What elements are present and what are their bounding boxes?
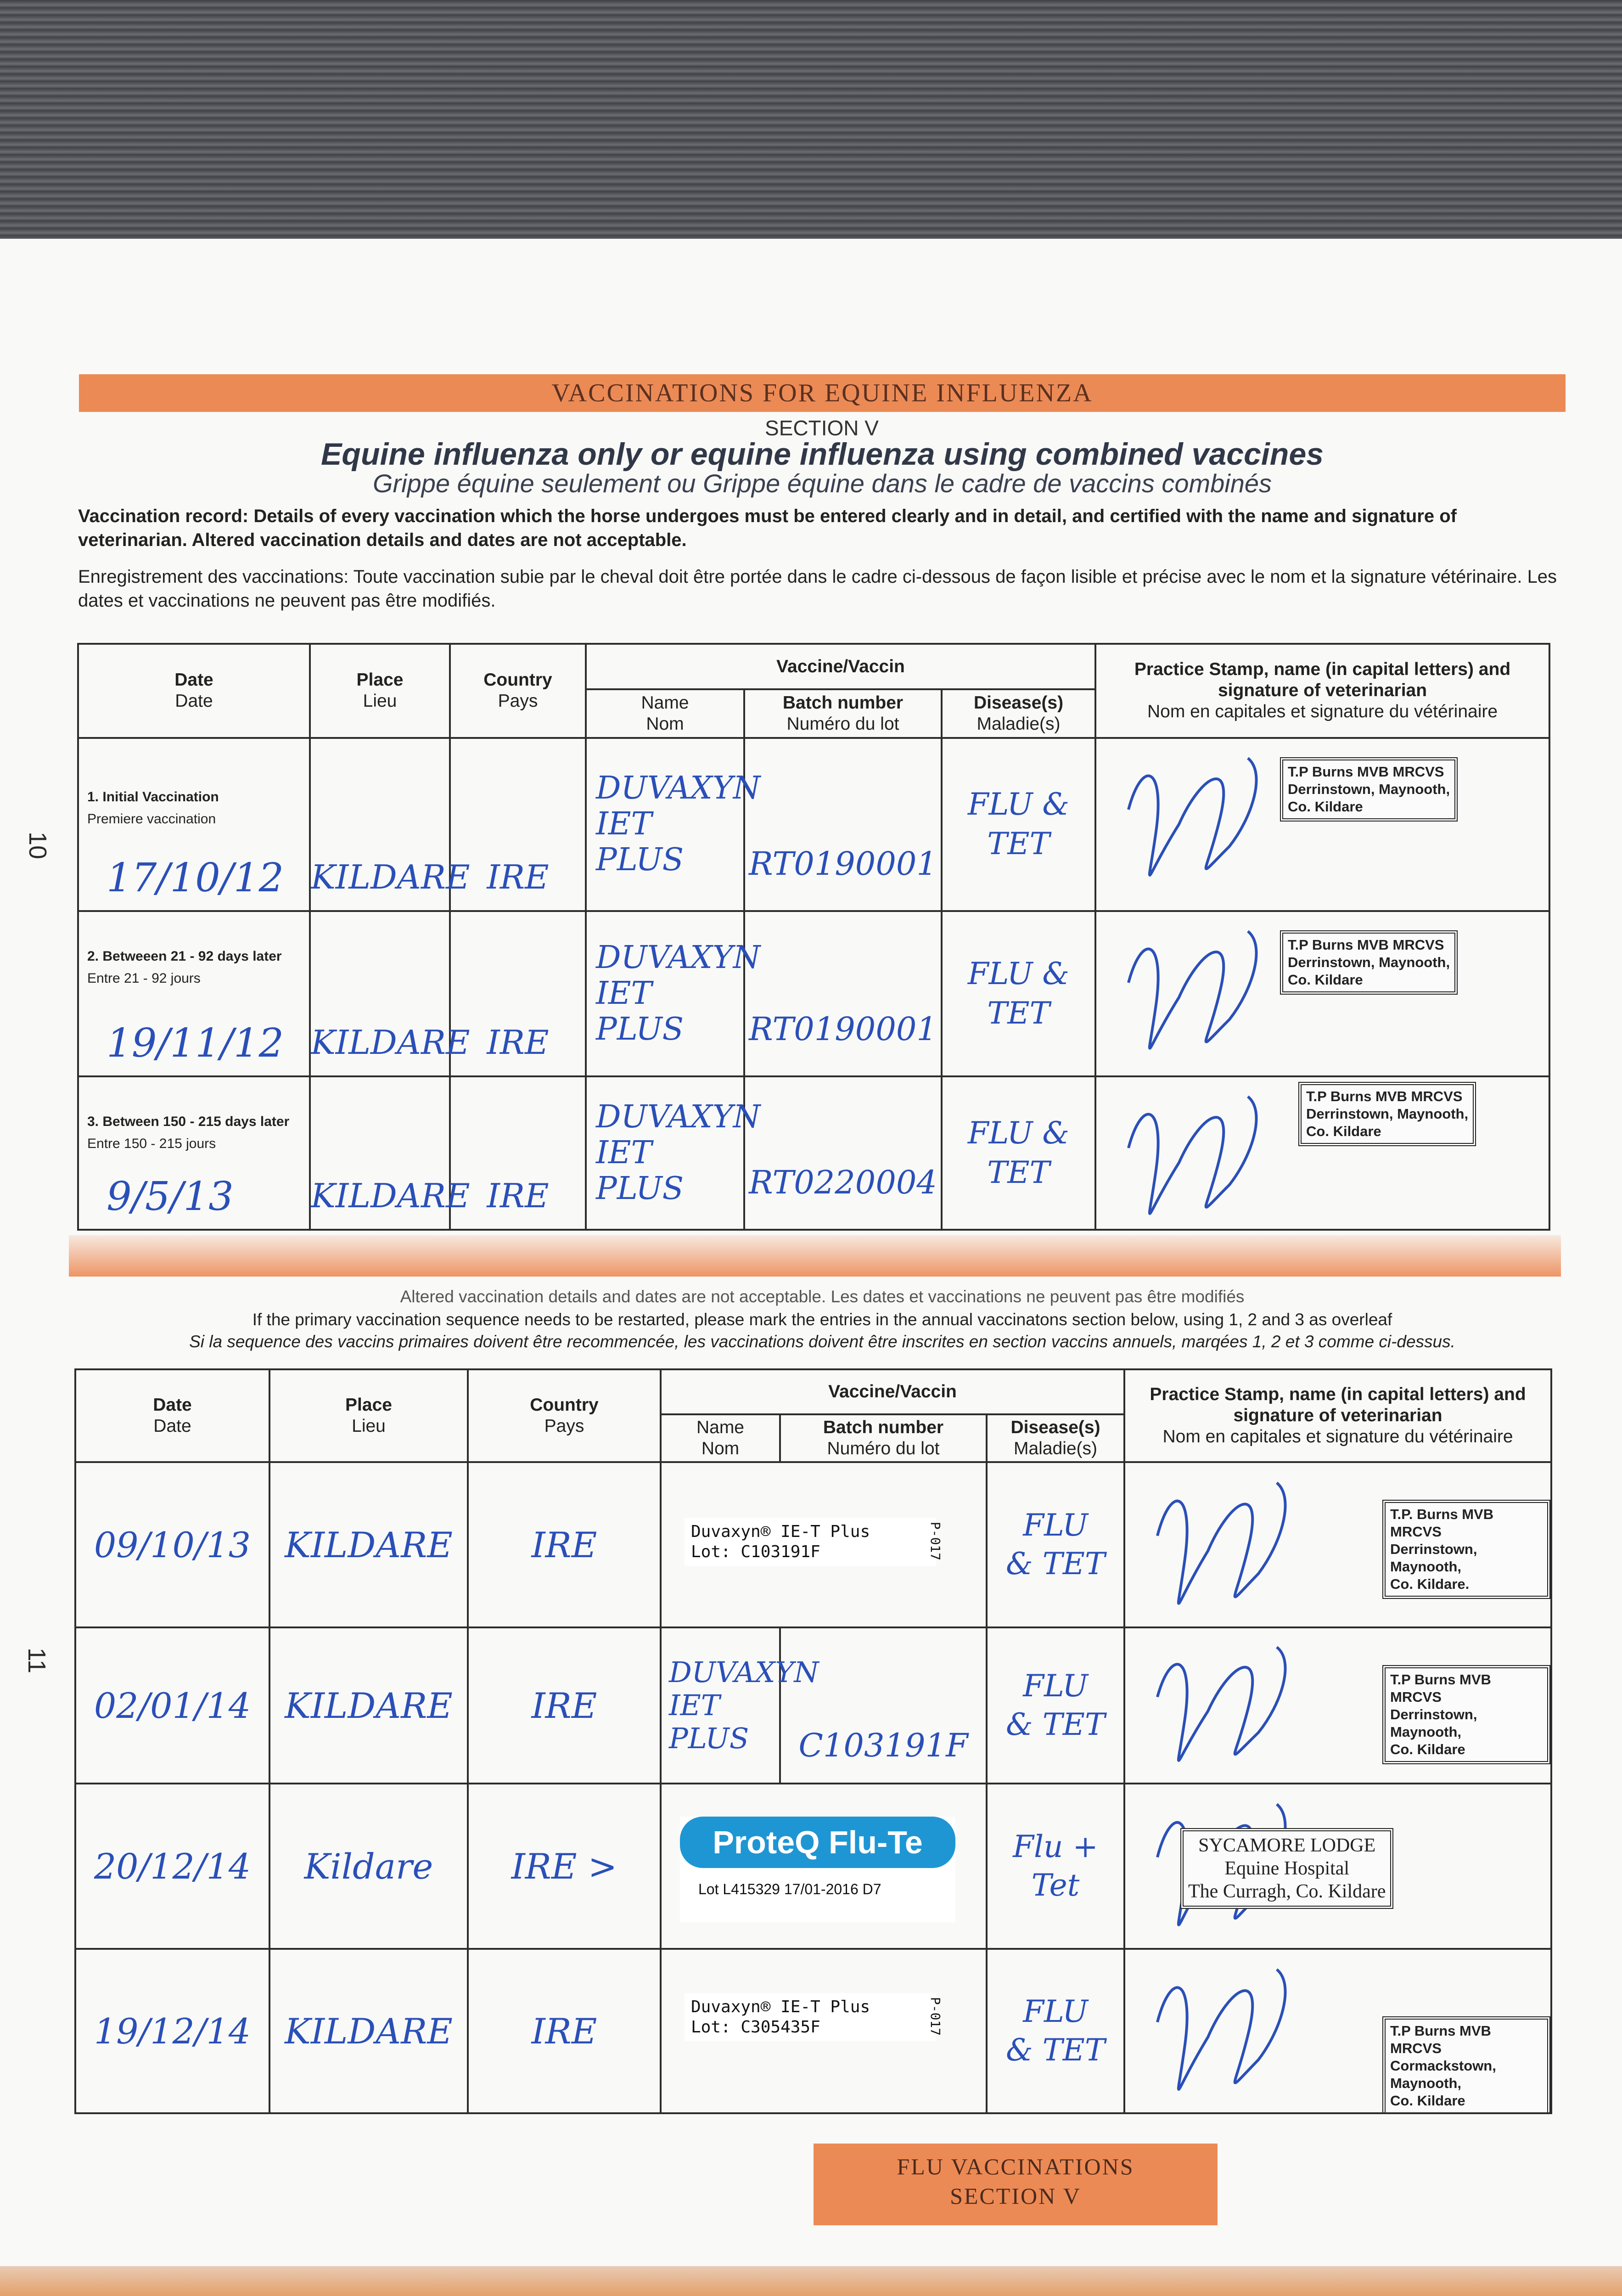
signature-icon <box>1115 743 1308 890</box>
stamp-line: Co. Kildare <box>1288 971 1363 988</box>
note-altered: Altered vaccination details and dates are not acceptable. Les dates et vaccinations ne peuvent pas être modifiés <box>400 1287 1245 1306</box>
row-label: 1. Initial Vaccination <box>87 789 219 805</box>
cell-disease: FLU & TET <box>987 1462 1124 1627</box>
header-disease: Disease(s) Maladie(s) <box>942 689 1095 737</box>
stamp-line: Derrinstown, Maynooth, <box>1390 1706 1477 1740</box>
proteq-sticker <box>680 1817 955 1922</box>
stamp-line: Co. Kildare <box>1306 1123 1381 1139</box>
stamp-line: Co. Kildare <box>1288 798 1363 815</box>
stamp-line: T.P Burns MVB MRCVS <box>1390 2023 1491 2056</box>
header-batch: Batch number Numéro du lot <box>744 689 942 737</box>
header-place: Place Lieu <box>269 1369 468 1462</box>
header-date: Date Date <box>78 644 310 738</box>
stamp-line: Co. Kildare <box>1390 1741 1465 1757</box>
footer-line-2: SECTION V <box>950 2183 1081 2209</box>
proteq-brand: ProteQ Flu-Te <box>680 1817 955 1868</box>
cell-vaccine-label <box>661 1949 987 2113</box>
row-label-fr: Premiere vaccination <box>87 811 216 827</box>
header-name: Name Nom <box>586 689 744 737</box>
practice-stamp <box>1382 1665 1550 1764</box>
stamp-line: Co. Kildare. <box>1390 1576 1470 1592</box>
cell-vaccine-name: DUVAXYN IET PLUS <box>586 738 744 911</box>
heading-fr: Grippe équine seulement ou Grippe équine dans le cadre de vaccins combinés <box>372 469 1272 498</box>
heading-en: Equine influenza only or equine influenza using combined vaccines <box>321 437 1324 472</box>
cell-place: KILDARE <box>310 1076 450 1230</box>
row-label: 2. Betweeen 21 - 92 days later <box>87 948 282 964</box>
header-disease: Disease(s) Maladie(s) <box>987 1414 1124 1462</box>
annual-row <box>75 1784 1551 1949</box>
cell-disease: FLU & TET <box>987 1949 1124 2113</box>
cell-date <box>78 738 310 911</box>
cell-vaccine-label <box>661 1462 987 1627</box>
stamp-line: Equine Hospital <box>1224 1858 1350 1879</box>
cell-disease: FLU & TET <box>942 738 1095 911</box>
annual-row <box>75 1462 1551 1627</box>
cell-batch: RT0190001 <box>744 738 942 911</box>
cell-place: KILDARE <box>269 1627 468 1784</box>
cell-place: KILDARE <box>269 1462 468 1627</box>
sticker-line: Lot: C305435F <box>691 2018 820 2037</box>
stamp-line: Cormackstown, Maynooth, <box>1390 2058 1496 2091</box>
cell-batch: C103191F <box>780 1627 987 1784</box>
batch-sticker <box>685 1518 943 1566</box>
sticker-code: P-017 <box>927 1521 943 1561</box>
header-name: Name Nom <box>661 1414 780 1462</box>
intro-en: Vaccination record: Details of every vaccination which the horse undergoes must be entered clearly and in detail, and certified with the name and signature of veterinarian. Altered vaccination details and dates are not acceptable. <box>78 506 1457 550</box>
cell-practice <box>1095 911 1549 1076</box>
signature-icon <box>1115 917 1308 1064</box>
stamp-line: Derrinstown, Maynooth, <box>1288 781 1450 797</box>
cell-place: KILDARE <box>310 738 450 911</box>
cell-place: Kildare <box>269 1784 468 1949</box>
batch-sticker <box>685 1993 943 2041</box>
cell-country: IRE <box>450 1076 586 1230</box>
cell-vaccine-label <box>661 1784 987 1949</box>
cell-practice <box>1124 1784 1551 1949</box>
stamp-line: Co. Kildare <box>1390 2093 1465 2109</box>
cell-date: 09/10/13 <box>75 1462 269 1627</box>
signature-icon <box>1144 1633 1336 1775</box>
practice-stamp <box>1280 930 1458 995</box>
cell-place: KILDARE <box>269 1949 468 2113</box>
section-banner: VACCINATIONS FOR EQUINE INFLUENZA <box>79 374 1566 412</box>
page-edge <box>0 2266 1622 2296</box>
cell-vaccine-name: DUVAXYN IET PLUS <box>586 1076 744 1230</box>
primary-vaccination-table <box>77 643 1550 1231</box>
signature-icon <box>1144 1468 1336 1619</box>
annual-row <box>75 1627 1551 1784</box>
header-country: Country Pays <box>468 1369 661 1462</box>
practice-stamp <box>1382 1500 1550 1599</box>
cell-batch: RT0220004 <box>744 1076 942 1230</box>
primary-row <box>78 911 1549 1076</box>
scanner-background <box>0 0 1622 248</box>
cell-practice <box>1124 1949 1551 2113</box>
primary-row <box>78 738 1549 911</box>
stamp-line: T.P Burns MVB MRCVS <box>1390 1671 1491 1705</box>
cell-practice <box>1095 738 1549 911</box>
cell-batch: RT0190001 <box>744 911 942 1076</box>
cell-vaccine-name: DUVAXYN IET PLUS <box>661 1627 780 1784</box>
note-restart-en: If the primary vaccination sequence needs to be restarted, please mark the entries in the annual vaccinatons section below, using 1, 2 and 3 as overleaf <box>252 1310 1392 1329</box>
cell-place: KILDARE <box>310 911 450 1076</box>
cell-date: 19/12/14 <box>75 1949 269 2113</box>
sticker-line: Lot: C103191F <box>691 1542 820 1561</box>
cell-date <box>78 911 310 1076</box>
sticker-line: Duvaxyn® IE-T Plus <box>691 1522 870 1541</box>
stamp-line: T.P Burns MVB MRCVS <box>1306 1088 1463 1104</box>
section-label: SECTION V <box>765 416 879 440</box>
signature-icon <box>1144 1954 1336 2105</box>
header-practice: Practice Stamp, name (in capital letters) and signature of veterinarian Nom en capitales et signature du vétérinaire <box>1124 1369 1551 1462</box>
cell-country: IRE <box>450 911 586 1076</box>
cell-date: 02/01/14 <box>75 1627 269 1784</box>
cell-country: IRE <box>468 1627 661 1784</box>
date-value: 19/11/12 <box>107 1020 284 1066</box>
header-practice: Practice Stamp, name (in capital letters) and signature of veterinarian Nom en capitales et signature du vétérinaire <box>1095 644 1549 738</box>
cell-country: IRE <box>468 1462 661 1627</box>
intro-fr: Enregistrement des vaccinations: Toute vaccination subie par le cheval doit être portée dans le cadre ci-dessous de façon lisible et précise avec le nom et la signature vétérinaire. Les dates et vaccinations ne peuvent pas être modifiés. <box>78 567 1557 611</box>
cell-country: IRE <box>468 1949 661 2113</box>
row-label-fr: Entre 150 - 215 jours <box>87 1136 216 1151</box>
cell-practice <box>1095 1076 1549 1230</box>
header-country: Country Pays <box>450 644 586 738</box>
cell-disease: FLU & TET <box>942 911 1095 1076</box>
cell-date: 20/12/14 <box>75 1784 269 1949</box>
practice-stamp <box>1180 1828 1393 1909</box>
cell-country: IRE <box>450 738 586 911</box>
row-label-fr: Entre 21 - 92 jours <box>87 970 201 986</box>
cell-disease: FLU & TET <box>942 1076 1095 1230</box>
primary-row <box>78 1076 1549 1230</box>
stamp-line: The Curragh, Co. Kildare <box>1188 1881 1386 1902</box>
cell-vaccine-name: DUVAXYN IET PLUS <box>586 911 744 1076</box>
sticker-line: Duvaxyn® IE-T Plus <box>691 1998 870 2016</box>
stamp-line: T.P Burns MVB MRCVS <box>1288 936 1444 953</box>
stamp-line: T.P Burns MVB MRCVS <box>1288 763 1444 780</box>
stamp-line: Derrinstown, Maynooth, <box>1390 1541 1477 1575</box>
cell-disease: Flu + Tet <box>987 1784 1124 1949</box>
cell-disease: FLU & TET <box>987 1627 1124 1784</box>
footer-line-1: FLU VACCINATIONS <box>897 2154 1134 2179</box>
cell-country: IRE > <box>468 1784 661 1949</box>
practice-stamp <box>1382 2016 1550 2113</box>
continued-banner <box>69 1235 1561 1277</box>
date-value: 17/10/12 <box>107 855 284 901</box>
signature-icon <box>1115 1082 1308 1229</box>
header-date: Date Date <box>75 1369 269 1462</box>
row-label: 3. Between 150 - 215 days later <box>87 1114 290 1129</box>
annual-row <box>75 1949 1551 2113</box>
practice-stamp <box>1280 757 1458 822</box>
stamp-line: Derrinstown, Maynooth, <box>1288 954 1450 970</box>
stamp-line: T.P. Burns MVB MRCVS <box>1390 1506 1494 1540</box>
note-restart-fr: Si la sequence des vaccins primaires doivent être recommencée, les vaccinations doivent être inscrites en section vaccins annuels, marqées 1, 2 et 3 comme ci-dessus. <box>189 1332 1455 1351</box>
practice-stamp <box>1298 1082 1476 1146</box>
date-value: 9/5/13 <box>107 1174 234 1220</box>
sticker-code: P-017 <box>927 1997 943 2036</box>
header-vaccine: Vaccine/Vaccin <box>661 1369 1124 1414</box>
cell-date <box>78 1076 310 1230</box>
page-number-10: 10 <box>24 831 52 860</box>
header-place: Place Lieu <box>310 644 450 738</box>
stamp-line: SYCAMORE LODGE <box>1198 1835 1376 1856</box>
stamp-line: Derrinstown, Maynooth, <box>1306 1105 1469 1122</box>
annual-vaccination-table <box>74 1368 1552 2114</box>
header-batch: Batch number Numéro du lot <box>780 1414 987 1462</box>
cell-practice <box>1124 1627 1551 1784</box>
proteq-lot: Lot L415329 17/01-2016 D7 <box>698 1881 881 1897</box>
page-number-11: 11 <box>23 1647 51 1674</box>
footer-section-tab <box>814 2144 1218 2225</box>
cell-practice <box>1124 1462 1551 1627</box>
header-vaccine: Vaccine/Vaccin <box>586 644 1095 689</box>
